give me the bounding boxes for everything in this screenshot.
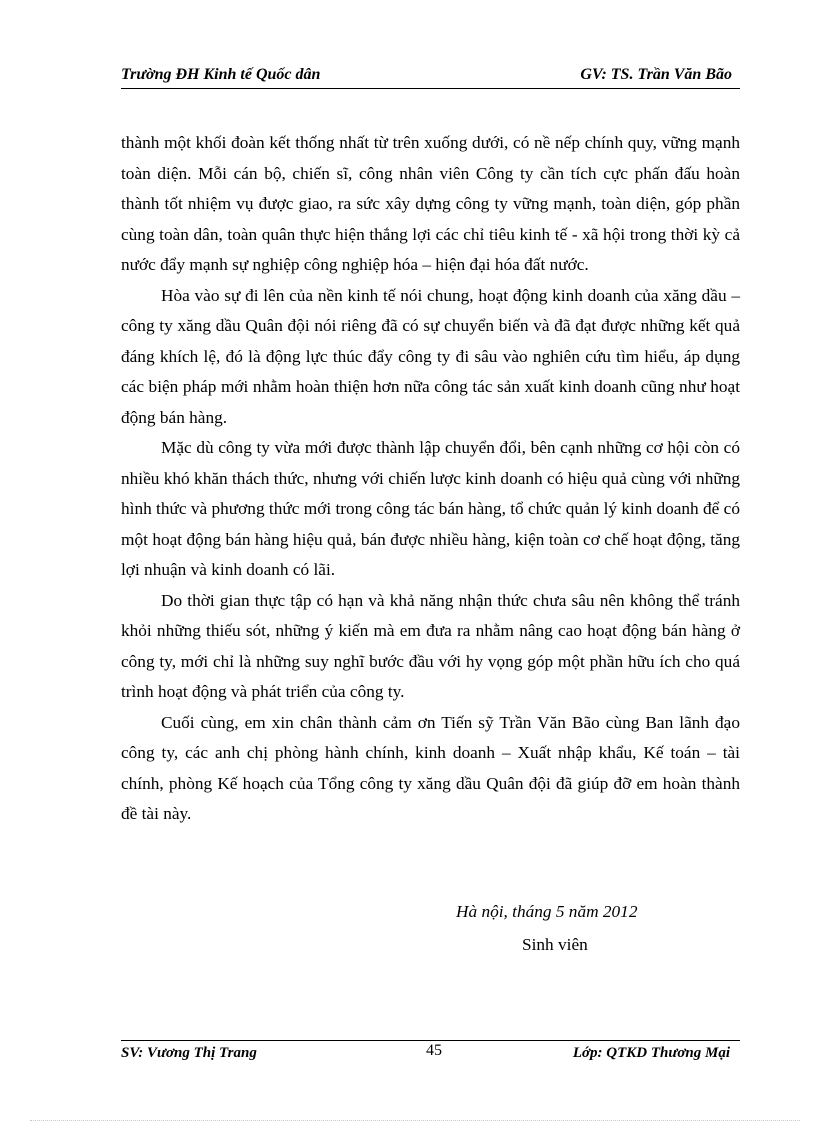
document-body — [121, 128, 740, 830]
page-footer — [121, 1042, 740, 1064]
header-lecturer: GV: TS. Trần Văn Bão — [580, 66, 732, 83]
paragraph-economy: Hòa vào sự đi lên của nền kinh tế nói chung, hoạt động kinh doanh của xăng dầu – công ty xăng dầu Quân đội nói riêng đã có sự chuyển biến và đã đạt được những kết quả đáng khích lệ, đó là động lực thúc đẩy công ty đi sâu vào nghiên cứu tìm hiểu, áp dụng các biện pháp mới nhằm hoàn thiện hơn nữa công tác sản xuất kinh doanh cũng như hoạt động bán hàng. — [121, 285, 740, 427]
page-number: 45 — [426, 1042, 442, 1059]
footer-student: SV: Vương Thị Trang — [121, 1045, 257, 1061]
footer-class: Lớp: QTKD Thương Mại — [572, 1045, 730, 1061]
header-university: Trường ĐH Kinh tế Quốc dân — [121, 66, 321, 83]
paragraph-limitations: Do thời gian thực tập có hạn và khả năng nhận thức chưa sâu nên không thể tránh khỏi những thiếu sót, những ý kiến mà em đưa ra nhằm nâng cao hoạt động bán hàng ở công ty, mới chỉ là những suy nghĩ bước đầu với hy vọng góp một phần hữu ích cho quá trình hoạt động và phát triển của công ty. — [121, 590, 740, 701]
page-edge-divider — [30, 1120, 800, 1121]
signoff-role: Sinh viên — [522, 935, 588, 954]
page-header — [121, 64, 740, 89]
paragraph-continuation: thành một khối đoàn kết thống nhất từ trên xuống dưới, có nề nếp chính quy, vững mạnh toàn diện. Mỗi cán bộ, chiến sĩ, công nhân viên Công ty cần tích cực phấn đấu hoàn thành tốt nhiệm vụ được giao, ra sức xây dựng công ty vững mạnh, toàn diện, góp phần cùng toàn dân, toàn quân thực hiện thắng lợi các chỉ tiêu kinh tế - xã hội trong thời kỳ cả nước đẩy mạnh sự nghiệp công nghiệp hóa – hiện đại hóa đất nước. — [121, 133, 740, 274]
signoff-date: Hà nội, tháng 5 năm 2012 — [456, 902, 638, 921]
paragraph-strategy: Mặc dù công ty vừa mới được thành lập chuyển đổi, bên cạnh những cơ hội còn có nhiều khó khăn thách thức, nhưng với chiến lược kinh doanh có hiệu quả cùng với những hình thức và phương thức mới trong công tác bán hàng, tổ chức quản lý kinh doanh để có một hoạt động bán hàng hiệu quả, bán được nhiều hàng, kiện toàn cơ chế hoạt động, tăng lợi nhuận và kinh doanh có lãi. — [121, 438, 740, 579]
paragraph-acknowledgement: Cuối cùng, em xin chân thành cảm ơn Tiến sỹ Trần Văn Bão cùng Ban lãnh đạo công ty, các anh chị phòng hành chính, kinh doanh – Xuất nhập khẩu, Kế toán – tài chính, phòng Kế hoạch của Tổng công ty xăng dầu Quân đội đã giúp đỡ em hoàn thành đề tài này. — [121, 712, 740, 823]
footer-divider — [121, 1040, 740, 1041]
